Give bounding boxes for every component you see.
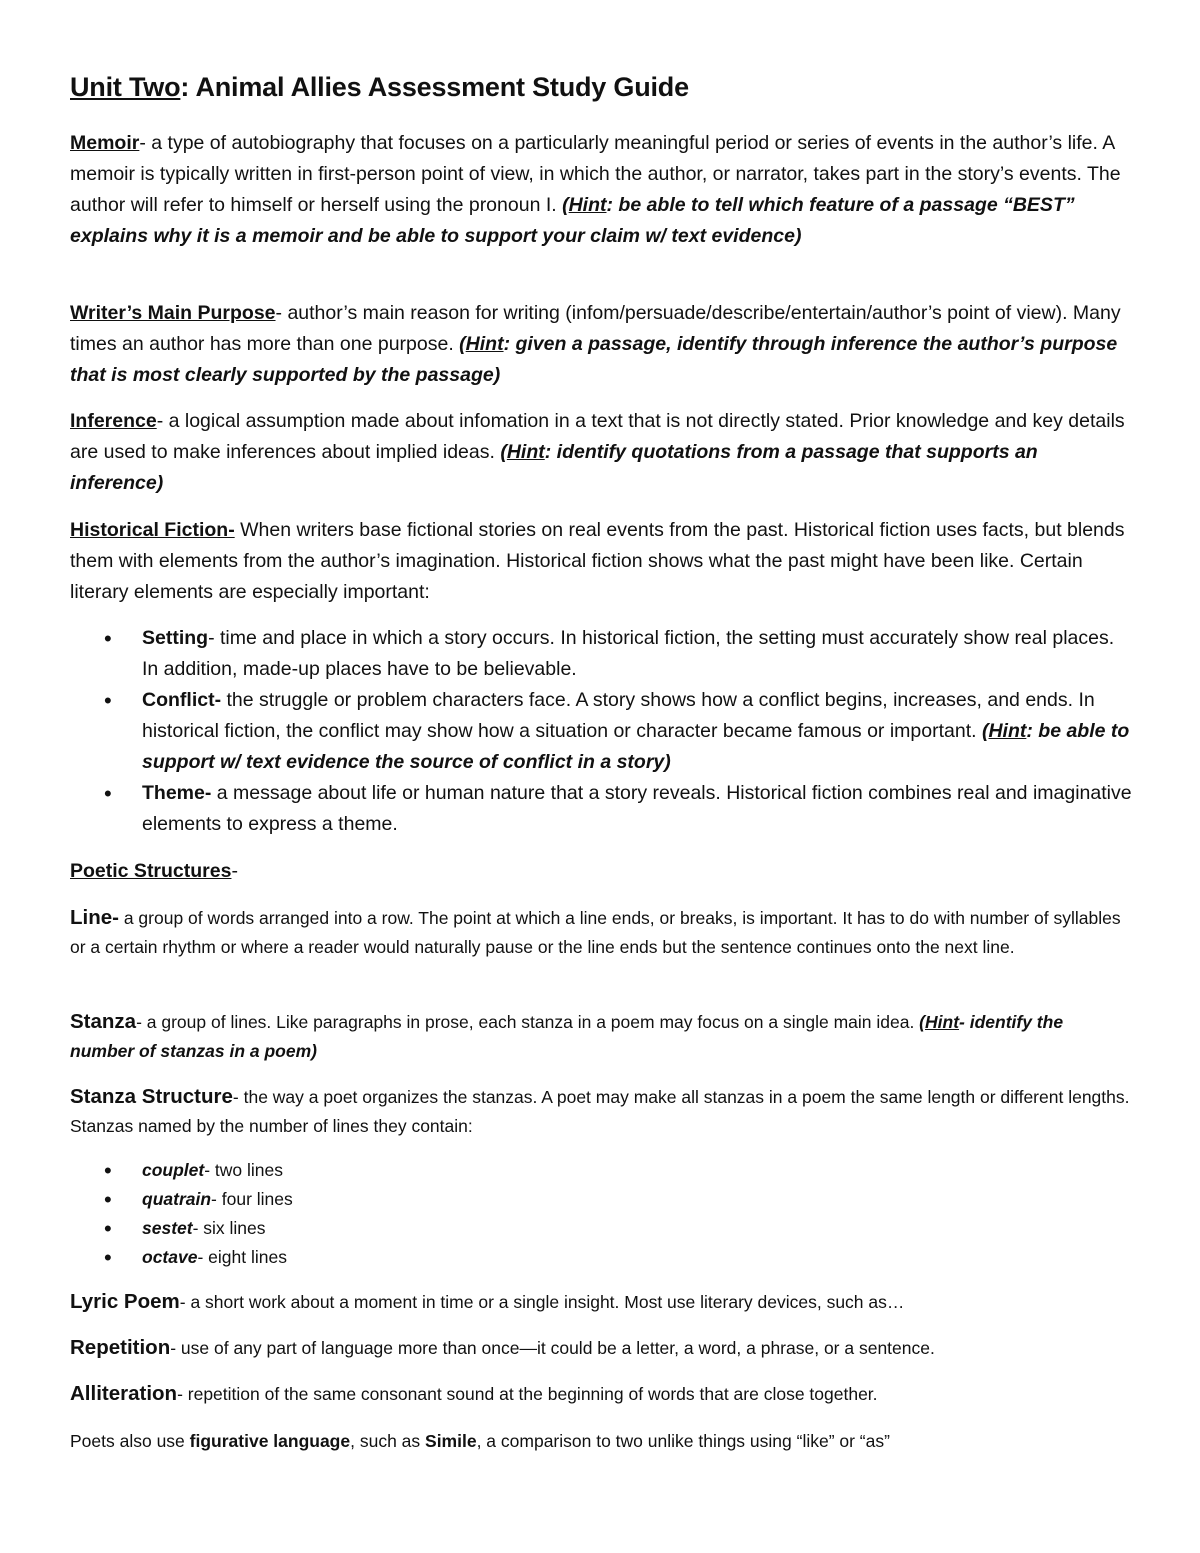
inference-term: Inference xyxy=(70,410,157,432)
bullet-icon: • xyxy=(104,1158,112,1183)
historical-fiction-list xyxy=(70,623,1132,840)
list-item: • Setting- time and place in which a story occurs. In historical fiction, the setting must accurately show real places. In addition, made-up places have to be believable. xyxy=(70,623,1132,685)
inference-definition: Inference- a logical assumption made about infomation in a text that is not directly stated. Prior knowledge and key details are used to make inferences about implied ideas. (Hint: identify quotations from a passage that supports an inference) xyxy=(70,410,1125,494)
memoir-definition: Memoir- a type of autobiography that focuses on a particularly meaningful period or series of events in the author’s life. A memoir is typically written in first-person point of view, in which the author, or narrator, takes part in the story’s events. The author will refer to himself or herself using the pronoun I. (Hint: be able to tell which feature of a passage “BEST” explains why it is a memoir and be able to support your claim w/ text evidence) xyxy=(70,132,1121,247)
list-item: • quatrain- four lines xyxy=(104,1187,293,1212)
bullet-icon: • xyxy=(104,688,112,713)
stanza-types-list xyxy=(70,1156,1132,1272)
list-item: • sestet- six lines xyxy=(104,1216,266,1241)
stanza-structure-definition: Stanza Structure- the way a poet organizes the stanzas. A poet may make all stanzas in a poem the same length or different lengths. Stanzas named by the number of lines they contain: xyxy=(70,1085,1130,1136)
poetic-structures-heading: Poetic Structures- xyxy=(70,860,238,882)
bullet-icon: • xyxy=(104,626,112,651)
list-item: • couplet- two lines xyxy=(104,1158,284,1183)
historical-fiction-term: Historical Fiction- xyxy=(70,519,235,541)
page-title: Unit Two: Animal Allies Assessment Study Guide xyxy=(70,72,689,102)
bullet-icon: • xyxy=(104,781,112,806)
alliteration-definition: Alliteration- repetition of the same consonant sound at the beginning of words that are close together. xyxy=(70,1382,878,1405)
bullet-icon: • xyxy=(104,1187,112,1212)
stanza-definition: Stanza- a group of lines. Like paragraphs in prose, each stanza in a poem may focus on a single main idea. (Hint- identify the number of stanzas in a poem) xyxy=(70,1010,1064,1061)
list-item: • octave- eight lines xyxy=(104,1245,287,1270)
bullet-icon: • xyxy=(104,1245,112,1270)
line-definition: Line- a group of words arranged into a row. The point at which a line ends, or breaks, is important. It has to do with number of syllables or a certain rhythm or where a reader would naturally pause or the line ends but the sentence continues onto the next line. xyxy=(70,906,1121,957)
lyric-poem-definition: Lyric Poem- a short work about a moment in time or a single insight. Most use literary devices, such as… xyxy=(70,1290,905,1313)
repetition-definition: Repetition- use of any part of language more than once—it could be a letter, a word, a phrase, or a sentence. xyxy=(70,1336,935,1359)
list-item: • Theme- a message about life or human nature that a story reveals. Historical fiction combines real and imaginative elements to express a theme. xyxy=(70,778,1132,840)
list-item: • Conflict- the struggle or problem characters face. A story shows how a conflict begins, increases, and ends. In historical fiction, the conflict may show how a situation or character became famous or important. (Hint: be able to support w/ text evidence the source of conflict in a story) xyxy=(70,685,1132,778)
memoir-term: Memoir xyxy=(70,132,140,154)
historical-fiction-definition: Historical Fiction- When writers base fictional stories on real events from the past. Historical fiction uses facts, but blends them with elements from the author’s imagination. Historical fiction shows what the past might have been like. Certain literary elements are especially important: xyxy=(70,519,1125,603)
figurative-language-line: Poets also use figurative language, such as Simile, a comparison to two unlike things using “like” or “as” xyxy=(70,1431,890,1451)
purpose-term: Writer’s Main Purpose xyxy=(70,302,276,324)
bullet-icon: • xyxy=(104,1216,112,1241)
purpose-definition: Writer’s Main Purpose- author’s main reason for writing (infom/persuade/describe/entertain/author’s point of view). Many times an author has more than one purpose. (Hint: given a passage, identify through inference the author’s purpose that is most clearly supported by the passage) xyxy=(70,302,1121,386)
